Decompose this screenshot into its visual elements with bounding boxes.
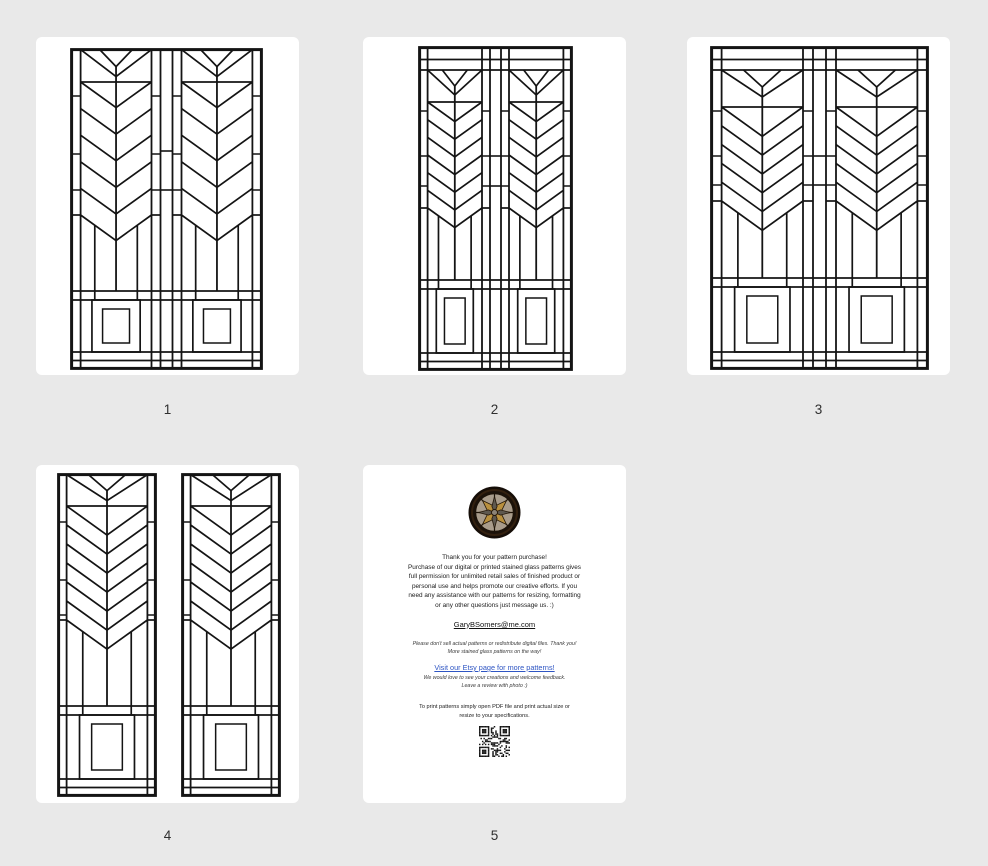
page-number-4: 4 <box>163 828 172 843</box>
stained-glass-pattern-2 <box>418 46 573 371</box>
feedback-note: We would love to see your creations and welcome feedback. Leave a review with photo :) <box>423 674 566 690</box>
stained-glass-pattern-1 <box>70 48 263 370</box>
page-thumbnail-2[interactable] <box>363 37 626 375</box>
etsy-link[interactable]: Visit our Etsy page for more patterns! <box>434 662 555 672</box>
page-thumbnail-1[interactable] <box>36 37 299 375</box>
shop-logo <box>468 486 521 539</box>
stained-glass-pattern-4-left <box>57 473 157 797</box>
stained-glass-pattern-3 <box>710 46 929 370</box>
stained-glass-pattern-4-right <box>181 473 281 797</box>
thank-you-heading: Thank you for your pattern purchase! <box>442 554 547 561</box>
usage-note: Please don't sell actual patterns or redistribute digital files. Thank you! More stained glass patterns on the way! <box>412 640 577 655</box>
print-instructions: To print patterns simply open PDF file and print actual size or resize to your specifications. <box>419 704 570 720</box>
page-number-1: 1 <box>163 402 172 417</box>
page-thumbnail-3[interactable] <box>687 37 950 375</box>
page-number-2: 2 <box>490 402 499 417</box>
page-number-3: 3 <box>814 402 823 417</box>
page-number-5: 5 <box>490 828 499 843</box>
page-thumbnail-4[interactable] <box>36 465 299 803</box>
thank-you-text: Thank you for your pattern purchase! Purchase of our digital or printed stained glass patterns gives full permission for unlimited retail sales of finished product or personal use and helps promote our creative efforts. If you need any assistance with our patterns for resizing, formatting or any other questions just message us. :) <box>408 554 581 609</box>
qr-code <box>479 726 510 757</box>
email-link[interactable]: GaryBSomers@me.com <box>453 619 536 629</box>
page-thumbnail-5[interactable] <box>363 465 626 803</box>
